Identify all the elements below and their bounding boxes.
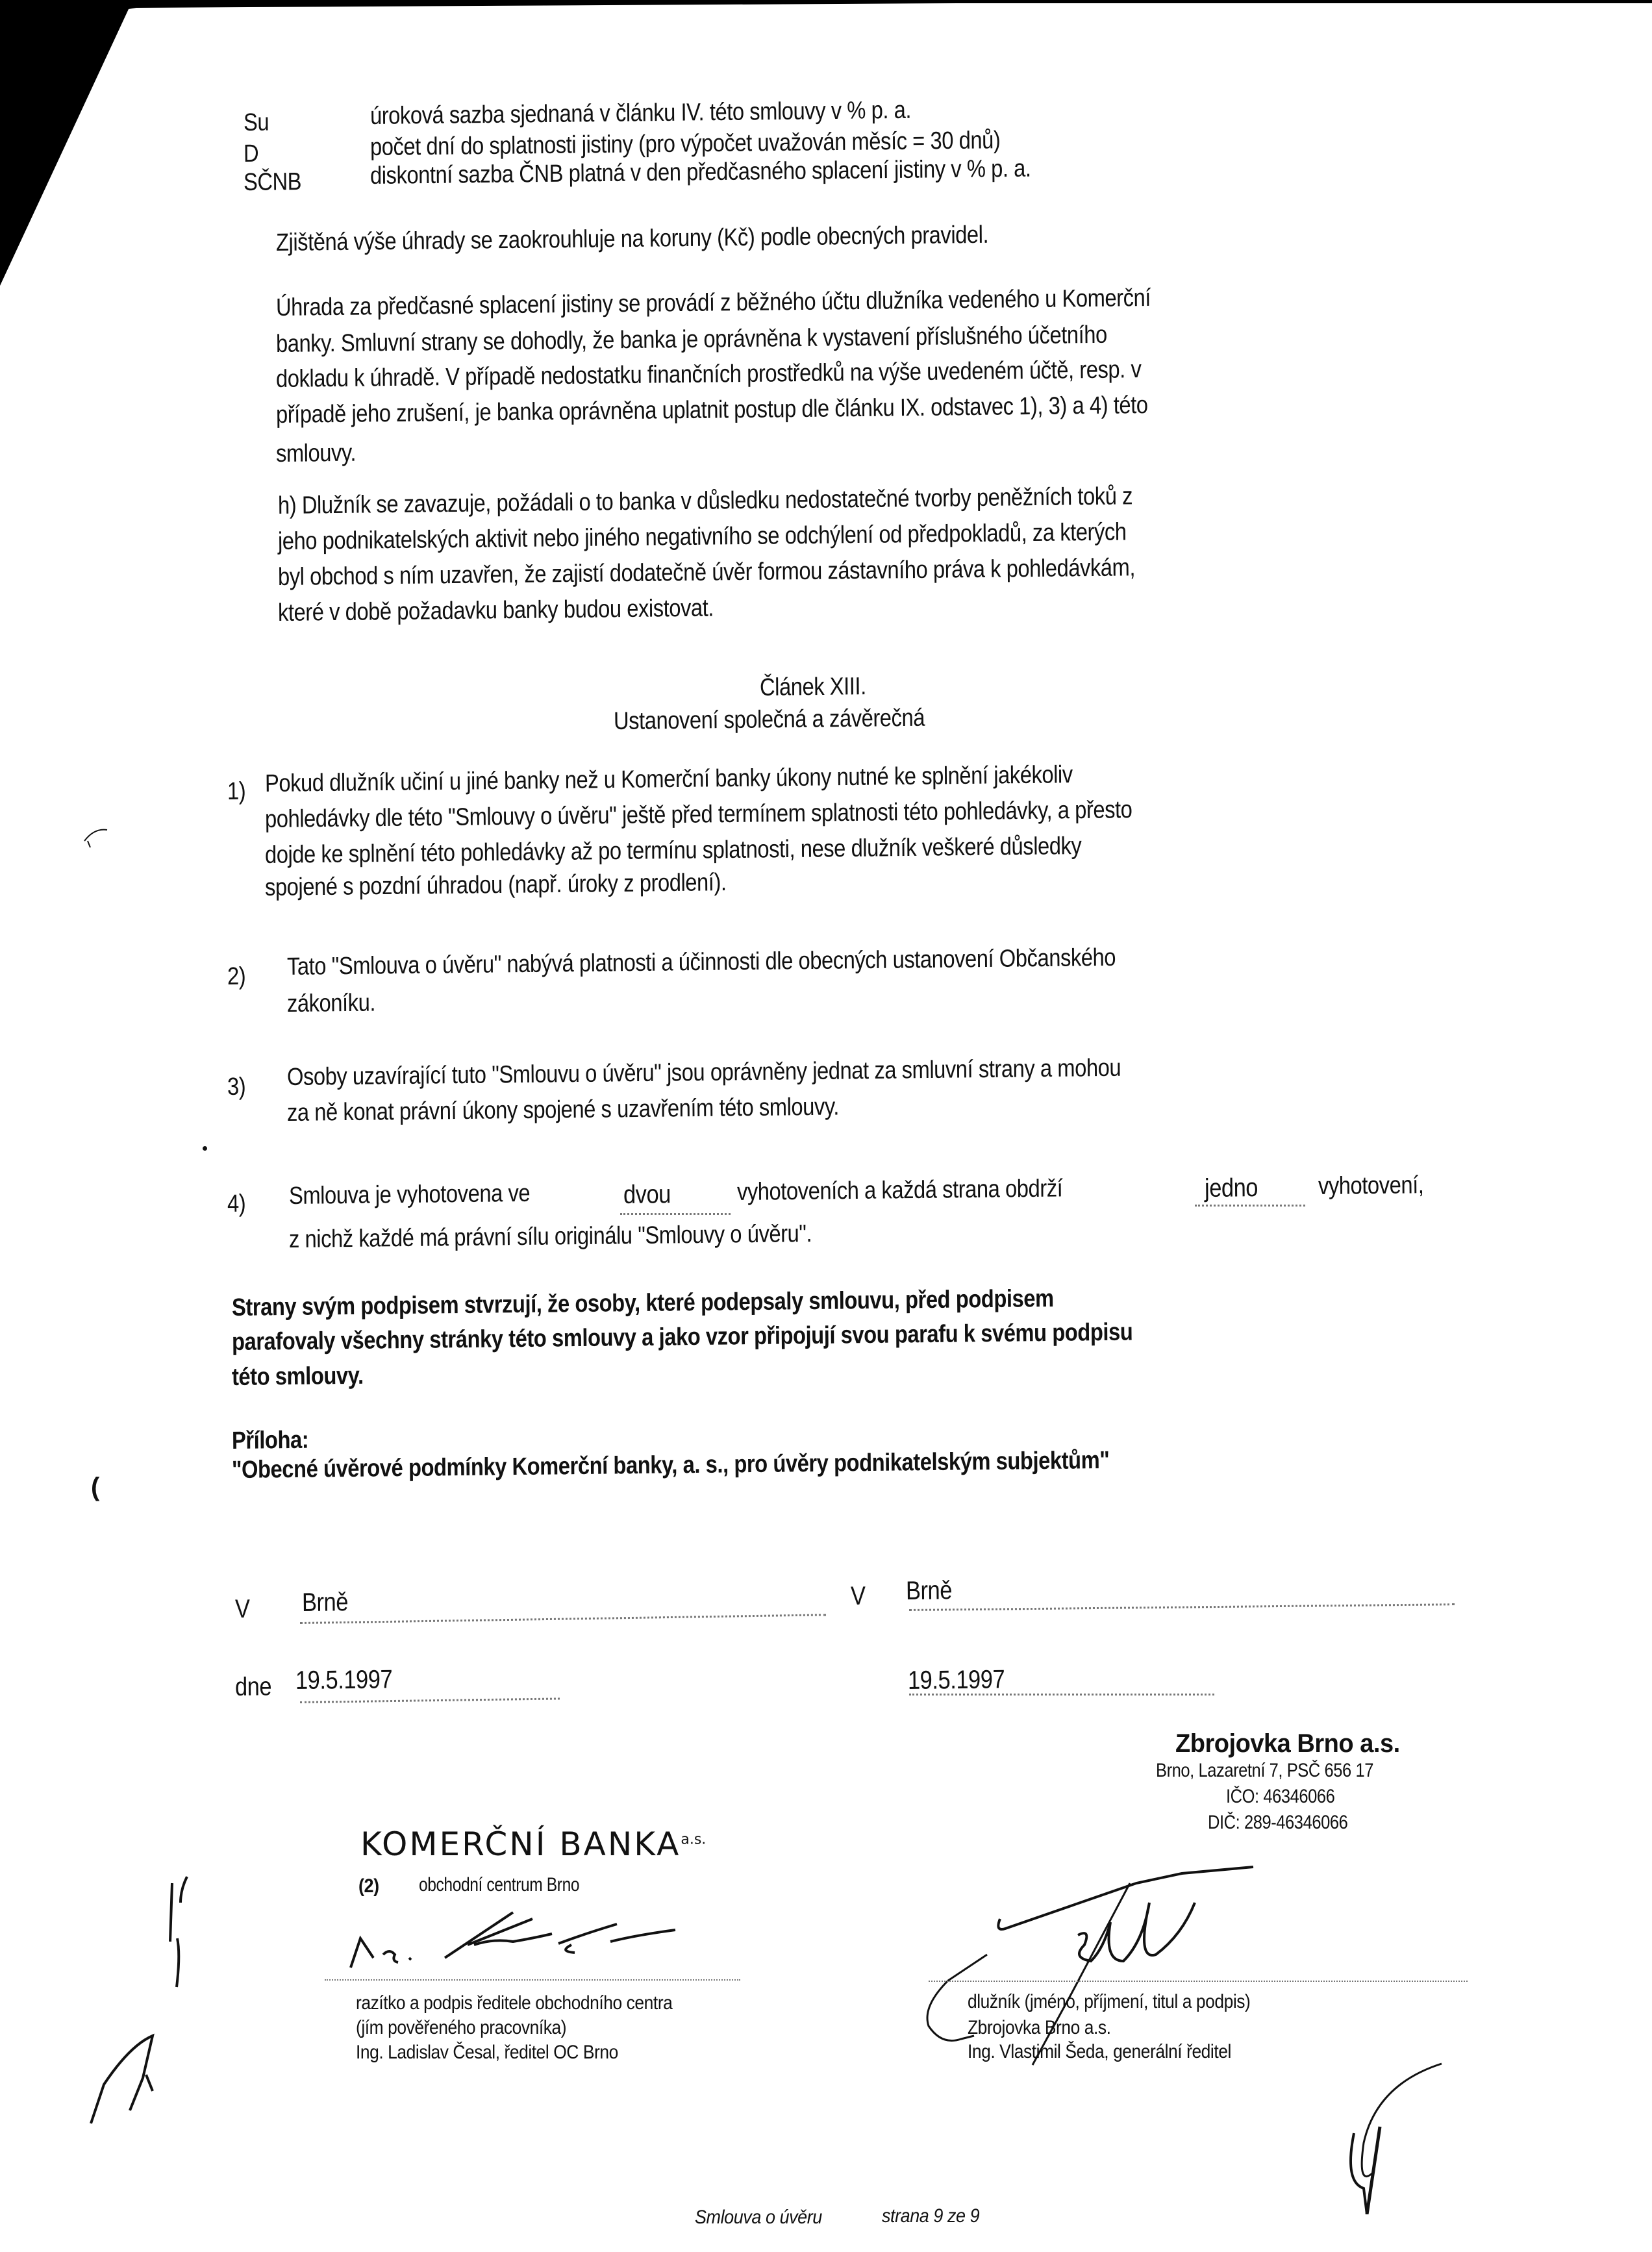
bank-logo-text: KOMERČNÍ BANKA [360, 1825, 681, 1863]
article-number: Článek XIII. [759, 673, 866, 701]
clause-text: vyhotovení, [1318, 1171, 1424, 1200]
signing-date: 19.5.1997 [295, 1665, 393, 1695]
debtor-caption: Zbrojovka Brno a.s. [968, 2017, 1111, 2038]
clause-number: 3) [227, 1073, 246, 1101]
variable-symbol: SČNB [243, 168, 302, 196]
signature-line [325, 1979, 740, 1981]
clause-number: 1) [227, 777, 246, 805]
paragraph-line: z nichž každé má právní sílu originálu "Smlouvy o úvěru". [288, 1220, 812, 1253]
bank-logo [360, 1825, 707, 1863]
footer-doc-name: Smlouva o úvěru [695, 2207, 822, 2228]
initials-mark [1318, 2058, 1461, 2214]
variable-symbol: Su [243, 108, 269, 136]
paragraph-line: Tato "Smlouva o úvěru" nabývá platnosti a účinnosti dle obecných ustanovení Občanského [286, 944, 1116, 981]
variable-description: diskontní sazba ČNB platná v den předčasného splacení jistiny v % p. a. [369, 155, 1031, 190]
paragraph-line: které v době požadavku banky budou existovat. [277, 594, 714, 627]
fill-line [1195, 1205, 1305, 1207]
branch-name: obchodní centrum Brno [419, 1874, 580, 1895]
stamp-address: Brno, Lazaretní 7, PSČ 656 17 [1156, 1760, 1373, 1781]
bank-caption: (jím pověřeného pracovníka) [356, 2017, 567, 2038]
fill-line [909, 1694, 1214, 1695]
paragraph-line: dojde ke splnění této pohledávky až po termínu splatnosti, nese dlužník veškeré důsledky [264, 832, 1082, 869]
debtor-caption: dlužník (jméno, příjmení, titul a podpis) [968, 1991, 1251, 2012]
stamp-ico: IČO: 46346066 [1226, 1786, 1335, 1807]
clause-number: 2) [227, 962, 246, 990]
paragraph-line: za ně konat právní úkony spojené s uzavřením této smlouvy. [286, 1093, 840, 1127]
fill-line [620, 1213, 731, 1215]
variable-description: úroková sazba sjednaná v článku IV. této smlouvy v % p. a. [369, 96, 912, 130]
paragraph-line: Osoby uzavírající tuto "Smlouvu o úvěru" jsou oprávněny jednat za smluvní strany a mohou [286, 1054, 1121, 1091]
paragraph-line: h) Dlužník se zavazuje, požádali o to banka v důsledku nedostatečné tvorby peněžních toků z [277, 482, 1133, 519]
signature-line [929, 1981, 1468, 1982]
variable-description: počet dní do splatnosti jistiny (pro výpočet uvažován měsíc = 30 dnů) [369, 127, 1001, 161]
margin-mark [78, 825, 130, 864]
rounding-note: Zjištěná výše úhrady se zaokrouhluje na koruny (Kč) podle obecných pravidel. [275, 221, 989, 256]
place-prefix: V [234, 1594, 250, 1623]
paragraph-line: této smlouvy. [231, 1362, 364, 1391]
margin-mark: ( [91, 1473, 99, 1501]
clause-text: Smlouva je vyhotovena ve [288, 1179, 531, 1210]
footer-page-number: strana 9 ze 9 [882, 2205, 980, 2227]
paragraph-line: byl obchod s ním uzavřen, že zajistí dodatečně úvěr formou zástavního práva k pohledávkám, [277, 554, 1136, 591]
debtor-caption: Ing. Vlastimil Šeda, generální ředitel [968, 2041, 1231, 2062]
copies-each-field: jedno [1204, 1173, 1258, 1203]
bank-logo-suffix: a.s. [681, 1831, 707, 1848]
attachment-label: Příloha: [231, 1426, 309, 1455]
variable-symbol: D [243, 140, 259, 168]
clause-number: 4) [227, 1190, 246, 1218]
signing-date: 19.5.1997 [907, 1665, 1005, 1695]
attachment-title: "Obecné úvěrové podmínky Komerční banky, a. s., pro úvěry podnikatelským subjektům" [231, 1446, 1110, 1484]
paragraph-line: spojené s pozdní úhradou (např. úroky z prodlení). [264, 869, 727, 901]
paragraph-line: jeho podnikatelských aktivit nebo jiného negativního se odchýlení od předpokladů, za kterých [277, 518, 1127, 555]
paragraph-line: dokladu k úhradě. V případě nedostatku finančních prostředků na výše uvedeném účtě, resp. v [275, 356, 1142, 393]
bank-caption: Ing. Ladislav Česal, ředitel OC Brno [356, 2042, 618, 2063]
paragraph-line: Strany svým podpisem stvrzují, že osoby, které podepsaly smlouvu, před podpisem [231, 1284, 1054, 1321]
place-prefix: V [850, 1581, 866, 1610]
signing-place: Brně [301, 1588, 349, 1617]
bank-signature [338, 1906, 740, 1977]
paragraph-line: Úhrada za předčasné splacení jistiny se provádí z běžného účtu dlužníka vedeného u Komerční [275, 284, 1151, 321]
paragraph-line: pohledávky dle této "Smlouvy o úvěru" ještě před termínem splatnosti této pohledávky, a přesto [264, 796, 1133, 833]
paragraph-line: banky. Smluvní strany se dohodly, že banka je oprávněna k vystavení příslušného účetního [275, 321, 1107, 358]
article-title: Ustanovení společná a závěrečná [613, 704, 925, 735]
paragraph-line: Pokud dlužník učiní u jiné banky než u Komerční banky úkony nutné ke splnění jakékoliv [264, 761, 1073, 797]
clause-text: vyhotoveních a každá strana obdrží [736, 1175, 1063, 1206]
signing-place: Brně [905, 1576, 953, 1605]
stamp-dic: DIČ: 289-46346066 [1208, 1812, 1348, 1833]
copies-total-field: dvou [623, 1180, 671, 1209]
paragraph-line: zákoníku. [286, 989, 376, 1018]
bank-caption: razítko a podpis ředitele obchodního centra [356, 1992, 673, 2014]
paragraph-line: parafovaly všechny stránky této smlouvy a jako vzor připojují svou parafu k svému podpisu [231, 1318, 1133, 1356]
paragraph-line: smlouvy. [275, 439, 357, 468]
date-prefix: dne [234, 1672, 272, 1701]
paragraph-line: případě jeho zrušení, je banka oprávněna uplatnit postup dle článku IX. odstavec 1), 3) a 4) této [275, 392, 1148, 429]
ink-dot [203, 1146, 207, 1151]
branch-number: (2) [358, 1875, 379, 1897]
stamp-company: Zbrojovka Brno a.s. [1175, 1729, 1400, 1758]
margin-initials [78, 1864, 208, 2162]
